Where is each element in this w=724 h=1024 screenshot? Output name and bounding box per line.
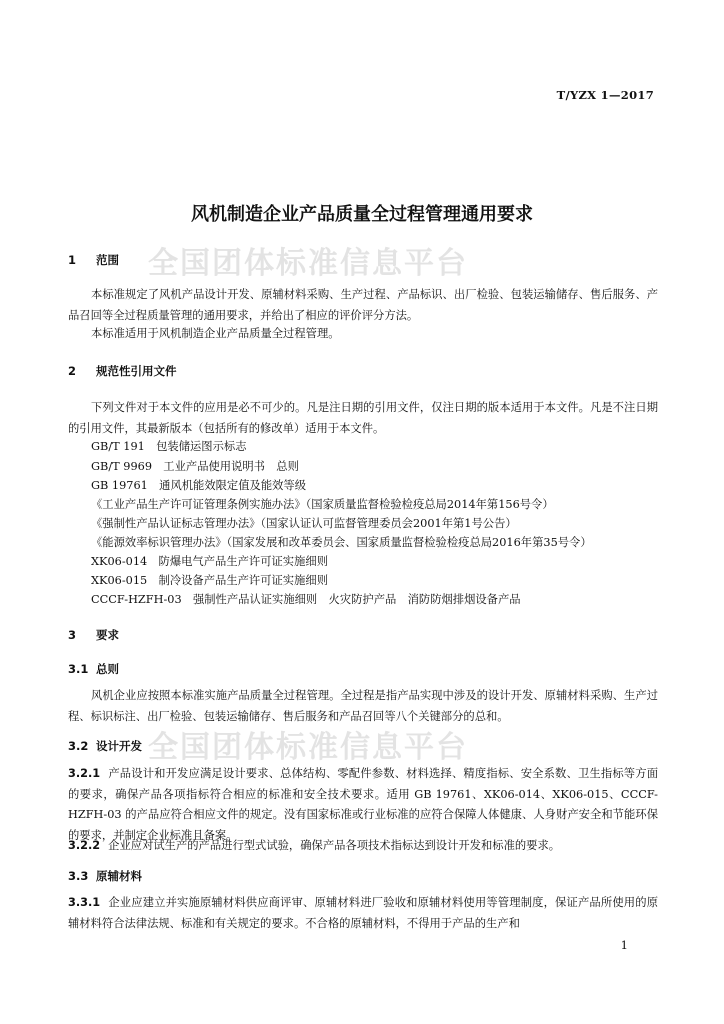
clause-number: 3.2.2 (68, 839, 101, 852)
paragraph: 本标准适用于风机制造企业产品质量全过程管理。 (91, 327, 340, 340)
section-heading (68, 252, 119, 268)
document-title: 风机制造企业产品质量全过程管理通用要求 (191, 204, 533, 225)
section-number: 2 (68, 364, 77, 378)
section-number: 3 (68, 628, 77, 642)
reference-item: 《强制性产品认证标志管理办法》（国家认证认可监督管理委员会2001年第1号公告） (91, 517, 517, 530)
clause-text: 企业应建立并实施原辅材料供应商评审、原辅材料进厂验收和原辅材料使用等管理制度，保证产品所使用的原辅材料符合法律法规、标准和有关规定的要求。不合格的原辅材料，不得用于产品的生产和 (68, 896, 658, 930)
section-heading (68, 363, 177, 379)
clause-text: 产品设计和开发应满足设计要求、总体结构、零配件参数、材料选择、精度指标、安全系数、卫生指标等方面的要求，确保产品各项指标符合相应的标准和安全技术要求。适用 GB 19761、XK06-014、XK06-015、CCCF-HZFH-03 的产品应符合相应文件的规定。没有国家标准或行业标准的应符合保障人体健康、人身财产安全和节能环保的要求，并制定企业标准且备案。 (68, 767, 658, 842)
subsection-number: 3.2 (68, 739, 89, 753)
reference-item: 《能源效率标识管理办法》（国家发展和改革委员会、国家质量监督检验检疫总局2016年第35号令） (91, 536, 592, 549)
clause (68, 893, 658, 934)
reference-item: GB 19761 通风机能效限定值及能效等级 (91, 479, 307, 492)
clause-number: 3.3.1 (68, 896, 101, 909)
section-title: 要求 (96, 628, 119, 642)
paragraph: 本标准规定了风机产品设计开发、原辅材料采购、生产过程、产品标识、出厂检验、包装运输储存、售后服务、产品召回等全过程质量管理的通用要求，并给出了相应的评价评分方法。 (68, 288, 658, 322)
watermark: 全国团体标准信息平台 (148, 730, 468, 765)
reference-item: 《工业产品生产许可证管理条例实施办法》（国家质量监督检验检疫总局2014年第156号令） (91, 498, 554, 511)
subsection-title: 总则 (96, 662, 119, 676)
subsection-heading (68, 661, 119, 677)
reference-item: XK06-015 制冷设备产品生产许可证实施细则 (91, 574, 328, 587)
subsection-number: 3.1 (68, 662, 89, 676)
reference-item: GB/T 9969 工业产品使用说明书 总则 (91, 460, 299, 473)
section-title: 范围 (96, 253, 119, 267)
clause-text: 企业应对试生产的产品进行型式试验，确保产品各项技术指标达到设计开发和标准的要求。 (108, 839, 561, 852)
subsection-title: 设计开发 (96, 739, 142, 753)
clause (68, 764, 658, 846)
paragraph: 下列文件对于本文件的应用是必不可少的。凡是注日期的引用文件，仅注日期的版本适用于本文件。凡是不注日期的引用文件，其最新版本（包括所有的修改单）适用于本文件。 (68, 401, 658, 435)
subsection-title: 原辅材料 (96, 869, 142, 883)
watermark: 全国团体标准信息平台 (148, 246, 468, 281)
reference-item: XK06-014 防爆电气产品生产许可证实施细则 (91, 555, 328, 568)
subsection-heading (68, 738, 142, 754)
section-number: 1 (68, 253, 77, 267)
clause-number: 3.2.1 (68, 767, 101, 780)
clause (68, 836, 658, 857)
reference-item: GB/T 191 包装储运图示标志 (91, 440, 247, 453)
section-title: 规范性引用文件 (96, 364, 177, 378)
paragraph: 风机企业应按照本标准实施产品质量全过程管理。全过程是指产品实现中涉及的设计开发、原辅材料采购、生产过程、标识标注、出厂检验、包装运输储存、售后服务和产品召回等八个关键部分的总和。 (68, 689, 658, 723)
standard-code: T/YZX 1—2017 (556, 88, 654, 102)
subsection-number: 3.3 (68, 869, 89, 883)
page-number: 1 (620, 938, 628, 952)
section-heading (68, 627, 119, 643)
subsection-heading (68, 868, 142, 884)
reference-item: CCCF-HZFH-03 强制性产品认证实施细则 火灾防护产品 消防防烟排烟设备产品 (91, 593, 521, 606)
